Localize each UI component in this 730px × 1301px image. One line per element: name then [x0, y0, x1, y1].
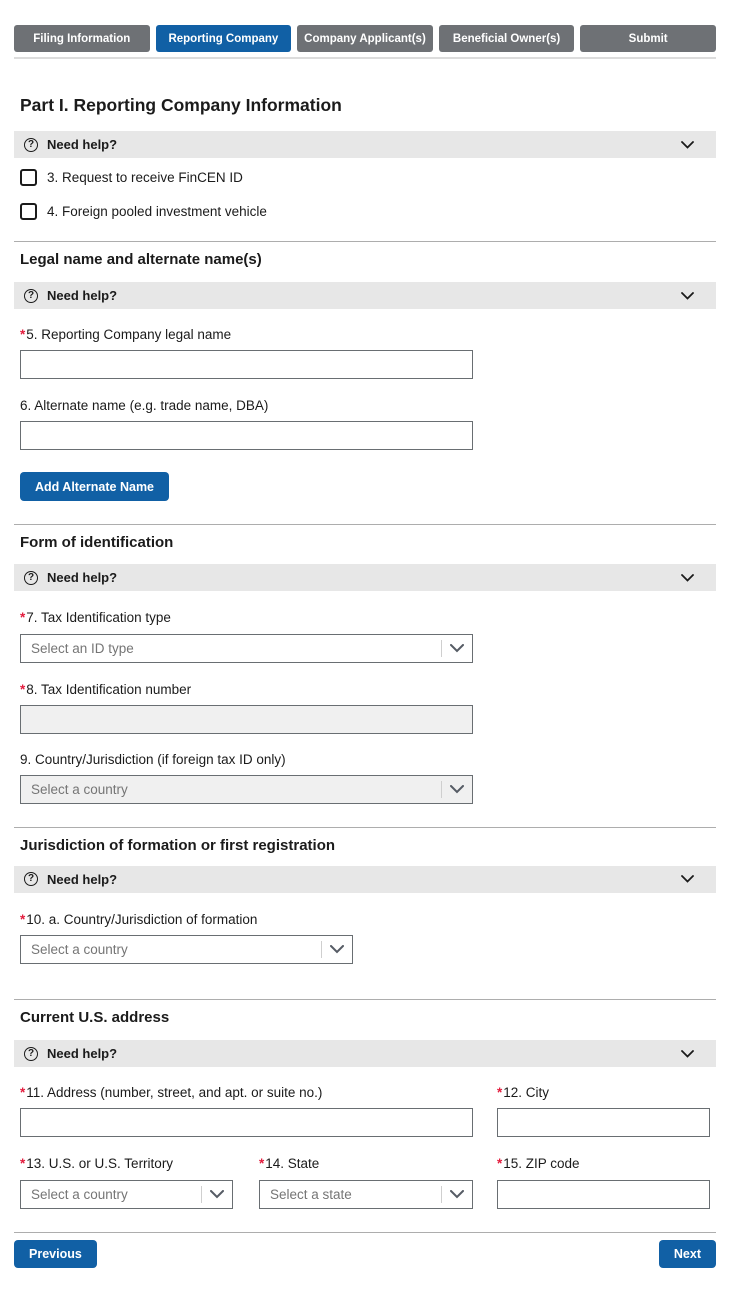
- fincen-id-row: [20, 168, 716, 186]
- section-heading-legal-name: Legal name and alternate name(s): [20, 251, 262, 268]
- section-heading-identification: Form of identification: [20, 534, 174, 552]
- chevron-down-icon: [681, 875, 694, 883]
- tab-submit[interactable]: Submit: [580, 25, 716, 52]
- tab-company-applicants[interactable]: Company Applicant(s): [297, 25, 433, 52]
- help-question-icon: ?: [24, 289, 38, 303]
- request-fincen-id-checkbox[interactable]: [20, 169, 37, 186]
- select-placeholder: Select a country: [31, 942, 128, 958]
- formation-country-select[interactable]: [20, 935, 353, 964]
- add-alternate-name-button[interactable]: Add Alternate Name: [20, 472, 169, 501]
- section-divider: [14, 999, 716, 1000]
- foreign-tax-country-label: 9. Country/Jurisdiction (if foreign tax ID only): [20, 751, 286, 767]
- required-marker: *: [20, 327, 26, 342]
- footer-navigation: [14, 1240, 716, 1268]
- required-marker: *: [497, 1085, 503, 1101]
- state-label: *14. State: [259, 1156, 320, 1172]
- chevron-down-icon: [681, 292, 694, 300]
- need-help-accordion-identification[interactable]: [14, 564, 716, 591]
- next-button[interactable]: Next: [659, 1240, 716, 1268]
- tab-beneficial-owners[interactable]: Beneficial Owner(s): [439, 25, 575, 52]
- previous-button[interactable]: Previous: [14, 1240, 97, 1268]
- alternate-name-label: 6. Alternate name (e.g. trade name, DBA): [20, 398, 269, 414]
- territory-state-zip-row: [20, 1156, 716, 1208]
- foreign-pooled-vehicle-label: 4. Foreign pooled investment vehicle: [47, 203, 267, 219]
- tab-reporting-company[interactable]: Reporting Company: [156, 25, 292, 52]
- required-marker: *: [259, 1156, 265, 1172]
- section-heading-jurisdiction: Jurisdiction of formation or first registration: [20, 836, 336, 854]
- help-question-icon: ?: [24, 138, 38, 152]
- legal-name-label: *5. Reporting Company legal name: [20, 327, 232, 342]
- field-formation-country: [20, 912, 716, 964]
- chevron-down-icon: [681, 574, 694, 582]
- need-help-label: Need help?: [47, 871, 118, 887]
- required-marker: *: [20, 911, 26, 927]
- help-question-icon: ?: [24, 1047, 38, 1061]
- step-tabbar: [14, 25, 716, 52]
- chevron-down-icon: [681, 1050, 694, 1058]
- foreign-tax-country-select[interactable]: [20, 775, 473, 804]
- tab-filing-information[interactable]: Filing Information: [14, 25, 150, 52]
- street-address-label: *11. Address (number, street, and apt. or suite no.): [20, 1085, 323, 1101]
- footer-divider: [14, 1232, 716, 1233]
- required-marker: *: [20, 681, 26, 697]
- field-us-territory: [20, 1156, 233, 1208]
- field-state: [259, 1156, 473, 1208]
- select-placeholder: Select a country: [31, 781, 128, 797]
- us-territory-select[interactable]: [20, 1180, 233, 1209]
- us-territory-label: *13. U.S. or U.S. Territory: [20, 1156, 174, 1172]
- city-label: *12. City: [497, 1085, 550, 1101]
- need-help-label: Need help?: [47, 1046, 118, 1062]
- field-legal-name: [20, 327, 716, 379]
- help-question-icon: ?: [24, 571, 38, 585]
- city-input[interactable]: [497, 1108, 710, 1137]
- alternate-name-input[interactable]: [20, 421, 473, 450]
- tax-id-number-label: *8. Tax Identification number: [20, 681, 192, 697]
- street-address-input[interactable]: [20, 1108, 473, 1137]
- field-street-address: [20, 1085, 473, 1137]
- field-zip-code: [497, 1156, 710, 1208]
- need-help-label: Need help?: [47, 137, 118, 152]
- chevron-down-icon: [322, 945, 352, 954]
- field-tax-id-number: [20, 682, 716, 734]
- need-help-label: Need help?: [47, 288, 118, 303]
- need-help-accordion-general[interactable]: [14, 131, 716, 158]
- required-marker: *: [20, 1156, 26, 1172]
- request-fincen-id-label: 3. Request to receive FinCEN ID: [47, 169, 243, 185]
- page-title: Part I. Reporting Company Information: [20, 95, 342, 115]
- required-marker: *: [20, 1085, 26, 1101]
- tax-id-type-select[interactable]: [20, 634, 473, 663]
- field-tax-id-type: [20, 610, 716, 662]
- chevron-down-icon: [681, 141, 694, 149]
- required-marker: *: [497, 1156, 503, 1172]
- section-divider: [14, 827, 716, 828]
- tax-id-number-input[interactable]: [20, 705, 473, 734]
- help-question-icon: ?: [24, 872, 38, 886]
- section-heading-address: Current U.S. address: [20, 1009, 170, 1027]
- select-placeholder: Select a country: [31, 1186, 128, 1202]
- select-placeholder: Select an ID type: [31, 640, 134, 656]
- foreign-pooled-row: [20, 202, 716, 220]
- chevron-down-icon: [442, 785, 472, 794]
- tax-id-type-label: *7. Tax Identification type: [20, 610, 171, 626]
- need-help-accordion-legal-name[interactable]: [14, 282, 716, 309]
- chevron-down-icon: [442, 1190, 472, 1199]
- required-marker: *: [20, 610, 26, 626]
- boi-reporting-company-form: [0, 25, 730, 1284]
- chevron-down-icon: [202, 1190, 232, 1199]
- foreign-pooled-vehicle-checkbox[interactable]: [20, 203, 37, 220]
- chevron-down-icon: [442, 644, 472, 653]
- tabbar-divider: [14, 57, 716, 59]
- need-help-label: Need help?: [47, 570, 118, 586]
- field-alternate-name: [20, 398, 716, 450]
- section-divider: [14, 524, 716, 525]
- field-city: [497, 1085, 710, 1137]
- field-foreign-tax-country: [20, 752, 716, 804]
- zip-code-input[interactable]: [497, 1180, 710, 1209]
- legal-name-input[interactable]: [20, 350, 473, 379]
- need-help-accordion-jurisdiction[interactable]: [14, 866, 716, 893]
- section-divider: [14, 241, 716, 242]
- state-select[interactable]: [259, 1180, 473, 1209]
- zip-code-label: *15. ZIP code: [497, 1156, 580, 1172]
- need-help-accordion-address[interactable]: [14, 1040, 716, 1067]
- address-city-row: [20, 1085, 716, 1137]
- formation-country-label: *10. a. Country/Jurisdiction of formation: [20, 911, 258, 927]
- select-placeholder: Select a state: [270, 1186, 352, 1202]
